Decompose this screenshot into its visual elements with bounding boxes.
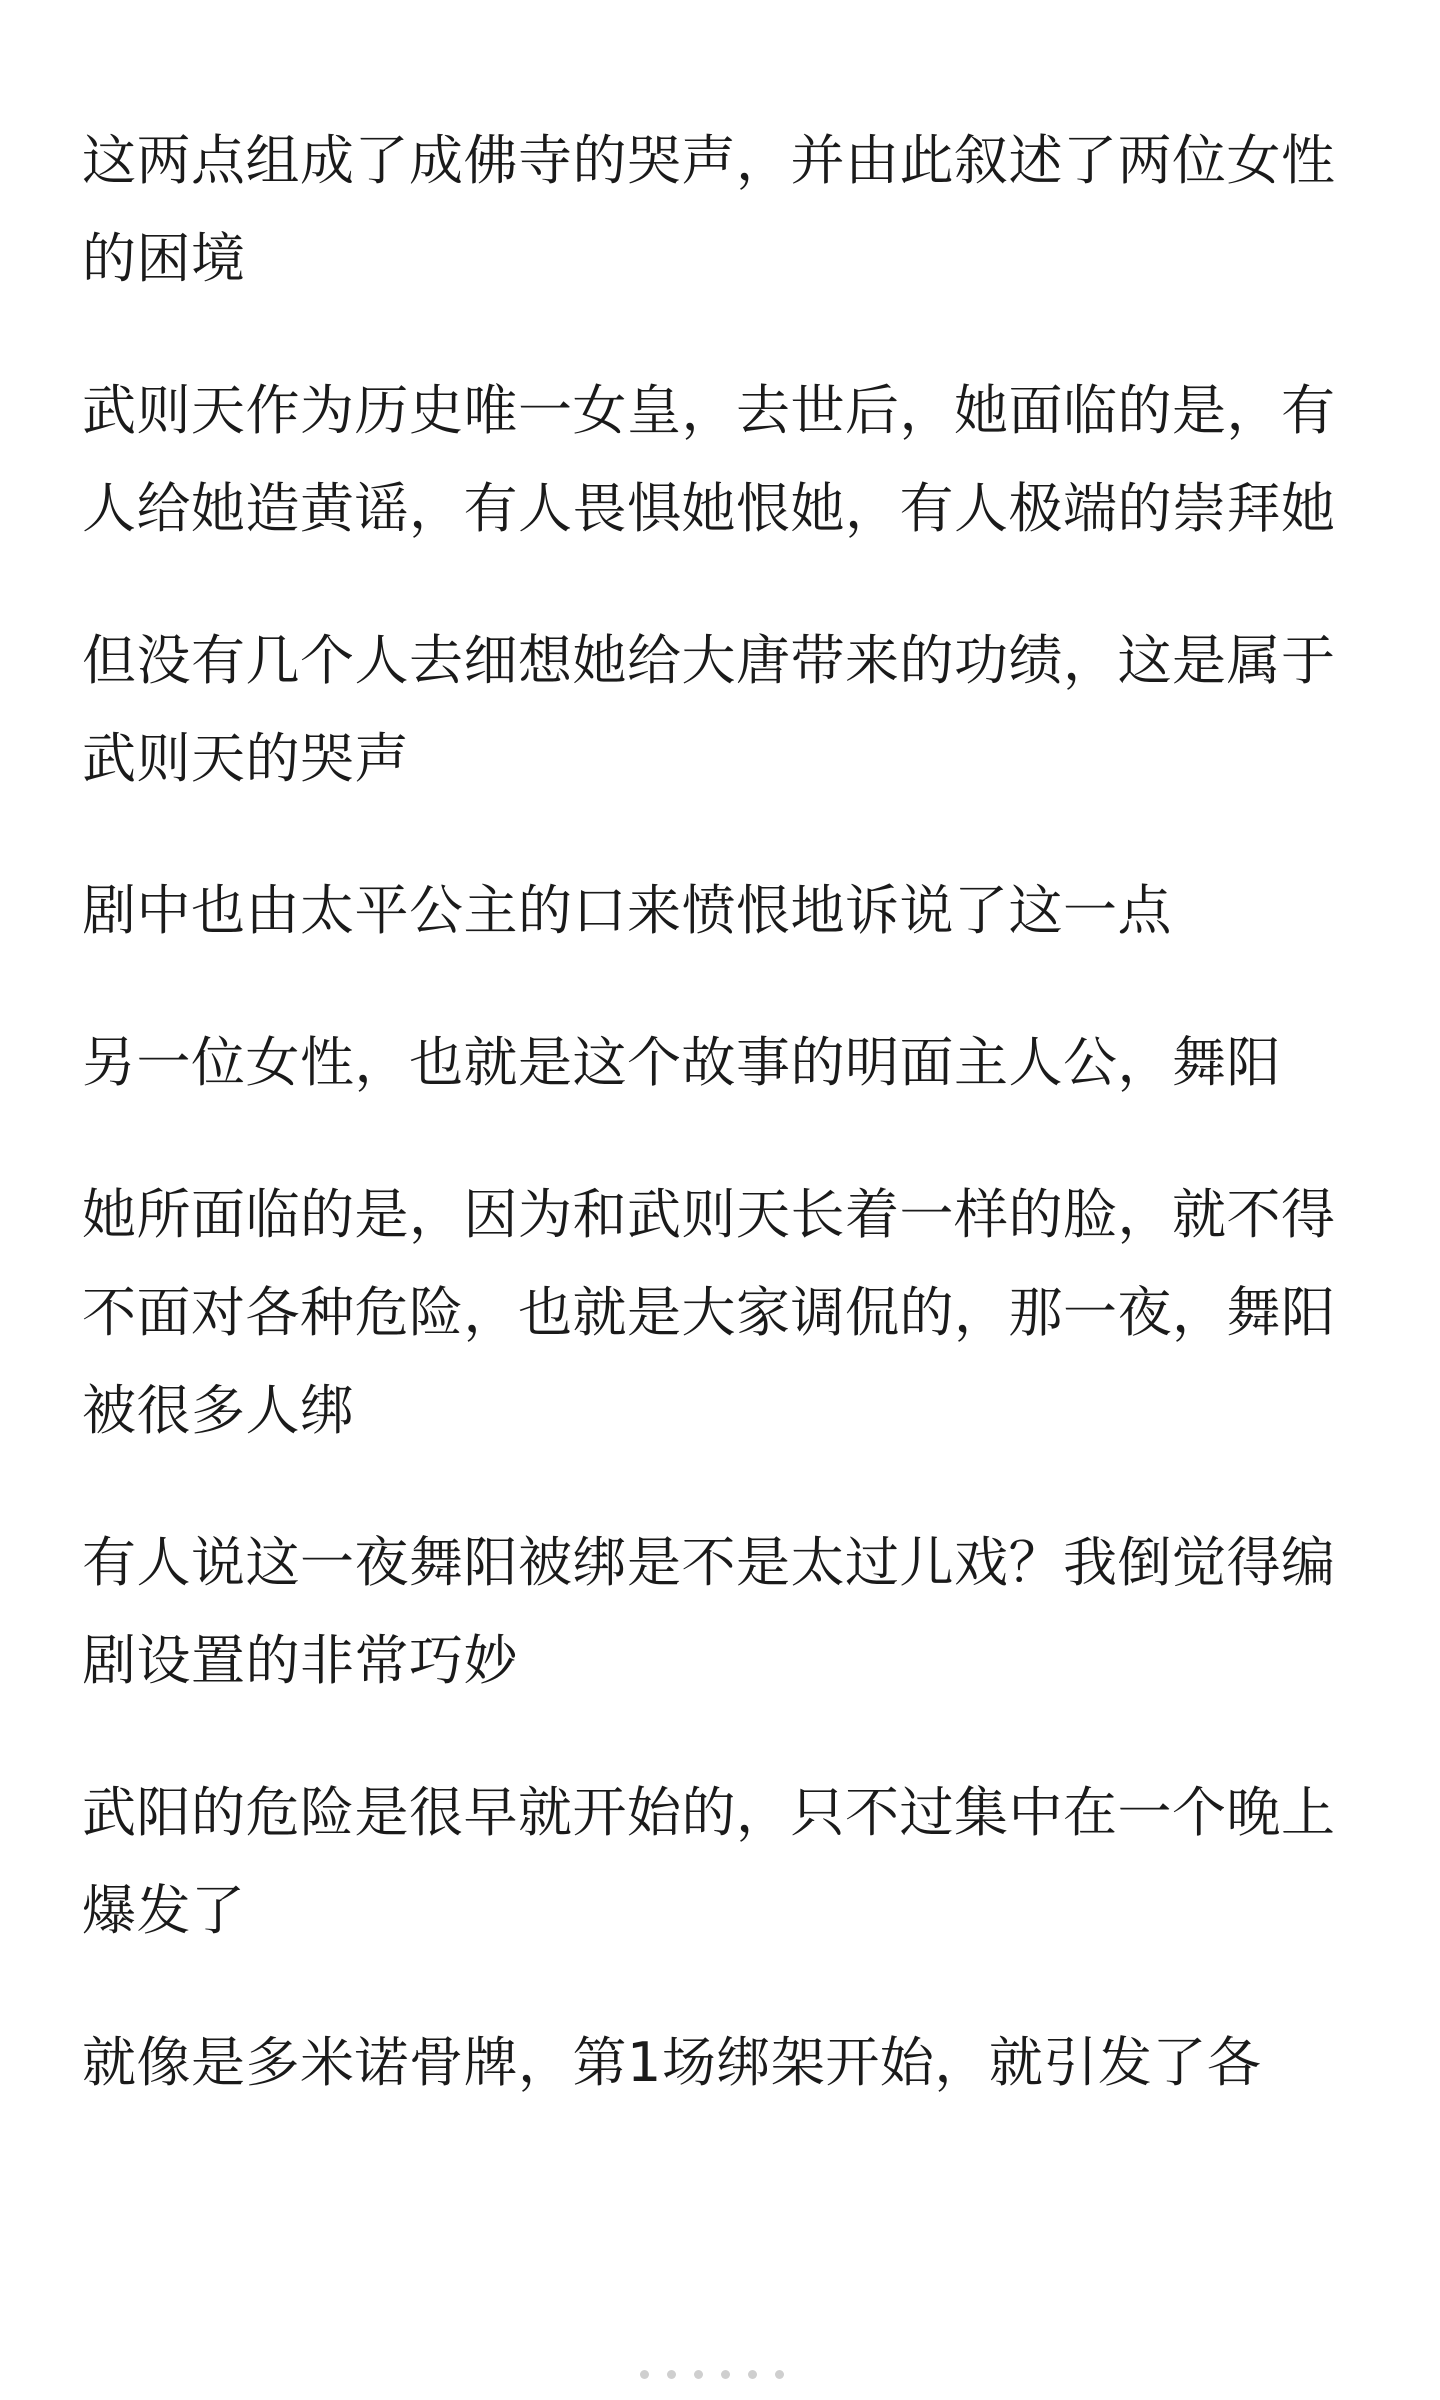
paragraph: 她所面临的是，因为和武则天长着一样的脸，就不得不面对各种危险，也就是大家调侃的，那一夜，舞阳被很多人绑 — [82, 1183, 1336, 1442]
ellipsis-dot-icon — [721, 2370, 730, 2379]
ellipsis-dot-icon — [694, 2370, 703, 2379]
ellipsis-dot-icon — [667, 2370, 676, 2379]
paragraph: 就像是多米诺骨牌，第1场绑架开始，就引发了各 — [82, 2031, 1262, 2094]
paragraph: 另一位女性，也就是这个故事的明面主人公，舞阳 — [82, 1031, 1281, 1094]
paragraph: 剧中也由太平公主的口来愤恨地诉说了这一点 — [82, 879, 1172, 942]
paragraph: 这两点组成了成佛寺的哭声，并由此叙述了两位女性的困境 — [82, 129, 1336, 290]
article-body — [82, 112, 1372, 2166]
ellipsis-dot-icon — [640, 2370, 649, 2379]
paragraph: 有人说这一夜舞阳被绑是不是太过儿戏？我倒觉得编剧设置的非常巧妙 — [82, 1531, 1336, 1692]
paragraph: 武则天作为历史唯一女皇，去世后，她面临的是，有人给她造黄谣，有人畏惧她恨她，有人极端的崇拜她 — [82, 379, 1336, 540]
paragraph: 但没有几个人去细想她给大唐带来的功绩，这是属于武则天的哭声 — [82, 629, 1336, 790]
ellipsis-dot-icon — [775, 2370, 784, 2379]
ellipsis-dot-icon — [748, 2370, 757, 2379]
paragraph: 武阳的危险是很早就开始的，只不过集中在一个晚上爆发了 — [82, 1781, 1336, 1942]
more-content-indicator — [640, 2370, 784, 2379]
